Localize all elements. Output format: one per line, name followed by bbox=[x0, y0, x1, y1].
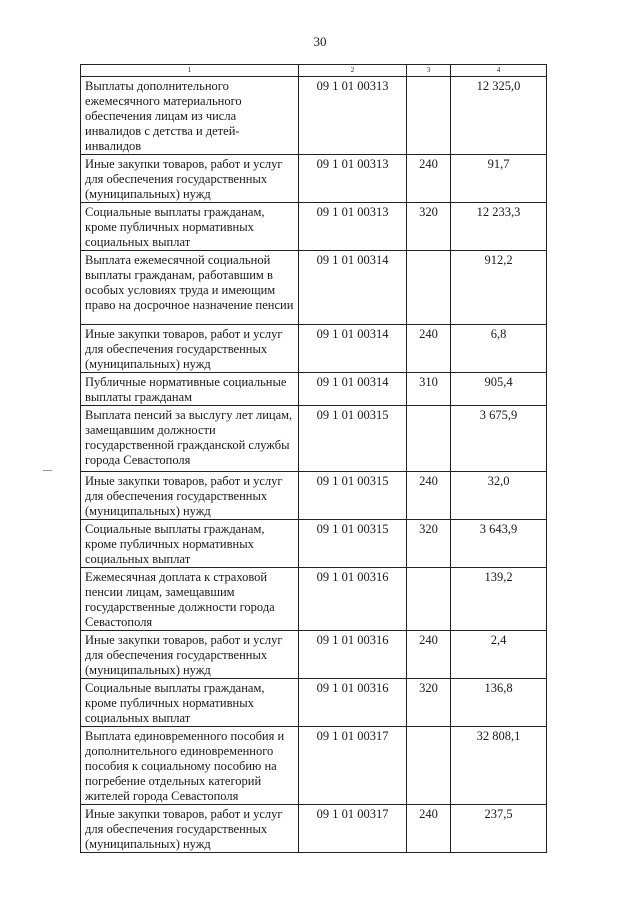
table-row bbox=[81, 520, 547, 568]
row-name: Иные закупки товаров, работ и услуг для обеспечения государственных (муниципальных) нужд bbox=[81, 631, 299, 679]
row-amount: 12 325,0 bbox=[451, 77, 547, 155]
row-amount: 2,4 bbox=[451, 631, 547, 679]
budget-table bbox=[80, 64, 547, 853]
row-code: 09 1 01 00316 bbox=[299, 631, 407, 679]
column-header-2: 2 bbox=[299, 65, 407, 77]
row-code: 09 1 01 00313 bbox=[299, 203, 407, 251]
row-type: 240 bbox=[407, 472, 451, 520]
row-name: Публичные нормативные социальные выплаты гражданам bbox=[81, 373, 299, 406]
row-type: 240 bbox=[407, 631, 451, 679]
row-code: 09 1 01 00313 bbox=[299, 77, 407, 155]
table-row bbox=[81, 568, 547, 631]
row-type: 320 bbox=[407, 520, 451, 568]
row-name: Выплаты дополнительного ежемесячного материального обеспечения лицам из числа инвалидов с детства и детей-инвалидов bbox=[81, 77, 299, 155]
row-type: 240 bbox=[407, 805, 451, 853]
margin-mark bbox=[43, 470, 52, 471]
row-code: 09 1 01 00316 bbox=[299, 679, 407, 727]
row-code: 09 1 01 00313 bbox=[299, 155, 407, 203]
row-type: 310 bbox=[407, 373, 451, 406]
table-row bbox=[81, 472, 547, 520]
row-code: 09 1 01 00315 bbox=[299, 520, 407, 568]
table-row bbox=[81, 631, 547, 679]
row-name: Социальные выплаты гражданам, кроме публичных нормативных социальных выплат bbox=[81, 203, 299, 251]
row-name: Иные закупки товаров, работ и услуг для обеспечения государственных (муниципальных) нужд bbox=[81, 805, 299, 853]
row-type: 240 bbox=[407, 325, 451, 373]
row-name: Иные закупки товаров, работ и услуг для обеспечения государственных (муниципальных) нужд bbox=[81, 472, 299, 520]
row-type bbox=[407, 77, 451, 155]
row-code: 09 1 01 00314 bbox=[299, 251, 407, 325]
column-header-4: 4 bbox=[451, 65, 547, 77]
row-amount: 905,4 bbox=[451, 373, 547, 406]
row-type bbox=[407, 568, 451, 631]
row-code: 09 1 01 00314 bbox=[299, 373, 407, 406]
row-name: Выплата пенсий за выслугу лет лицам, замещавшим должности государственной гражданской службы города Севастополя bbox=[81, 406, 299, 472]
row-code: 09 1 01 00315 bbox=[299, 406, 407, 472]
row-code: 09 1 01 00317 bbox=[299, 805, 407, 853]
table-row bbox=[81, 77, 547, 155]
row-code: 09 1 01 00314 bbox=[299, 325, 407, 373]
row-type: 240 bbox=[407, 155, 451, 203]
row-amount: 139,2 bbox=[451, 568, 547, 631]
row-name: Социальные выплаты гражданам, кроме публичных нормативных социальных выплат bbox=[81, 520, 299, 568]
row-amount: 3 675,9 bbox=[451, 406, 547, 472]
column-header-1: 1 bbox=[81, 65, 299, 77]
row-amount: 32,0 bbox=[451, 472, 547, 520]
table-row bbox=[81, 679, 547, 727]
table-row bbox=[81, 727, 547, 805]
row-name: Выплата ежемесячной социальной выплаты гражданам, работавшим в особых условиях труда и имеющим право на досрочное назначение пенсии bbox=[81, 251, 299, 325]
row-amount: 136,8 bbox=[451, 679, 547, 727]
row-name: Выплата единовременного пособия и дополнительного единовременного пособия к социальному пособию на погребение отдельных категорий жителей города Севастополя bbox=[81, 727, 299, 805]
table-row bbox=[81, 805, 547, 853]
row-amount: 912,2 bbox=[451, 251, 547, 325]
row-code: 09 1 01 00316 bbox=[299, 568, 407, 631]
row-name: Ежемесячная доплата к страховой пенсии лицам, замещавшим государственные должности города Севастополя bbox=[81, 568, 299, 631]
row-amount: 91,7 bbox=[451, 155, 547, 203]
table-row bbox=[81, 251, 547, 325]
row-type: 320 bbox=[407, 203, 451, 251]
row-name: Иные закупки товаров, работ и услуг для обеспечения государственных (муниципальных) нужд bbox=[81, 325, 299, 373]
row-type bbox=[407, 251, 451, 325]
table-row bbox=[81, 325, 547, 373]
page-number: 30 bbox=[313, 34, 327, 49]
row-name: Иные закупки товаров, работ и услуг для обеспечения государственных (муниципальных) нужд bbox=[81, 155, 299, 203]
row-amount: 237,5 bbox=[451, 805, 547, 853]
row-type bbox=[407, 727, 451, 805]
table-row bbox=[81, 203, 547, 251]
row-type bbox=[407, 406, 451, 472]
table-row bbox=[81, 155, 547, 203]
table-row bbox=[81, 373, 547, 406]
row-type: 320 bbox=[407, 679, 451, 727]
row-amount: 6,8 bbox=[451, 325, 547, 373]
row-code: 09 1 01 00315 bbox=[299, 472, 407, 520]
table-row bbox=[81, 406, 547, 472]
row-name: Социальные выплаты гражданам, кроме публичных нормативных социальных выплат bbox=[81, 679, 299, 727]
row-amount: 12 233,3 bbox=[451, 203, 547, 251]
row-amount: 32 808,1 bbox=[451, 727, 547, 805]
table-header-row bbox=[81, 65, 547, 77]
row-code: 09 1 01 00317 bbox=[299, 727, 407, 805]
column-header-3: 3 bbox=[407, 65, 451, 77]
row-amount: 3 643,9 bbox=[451, 520, 547, 568]
